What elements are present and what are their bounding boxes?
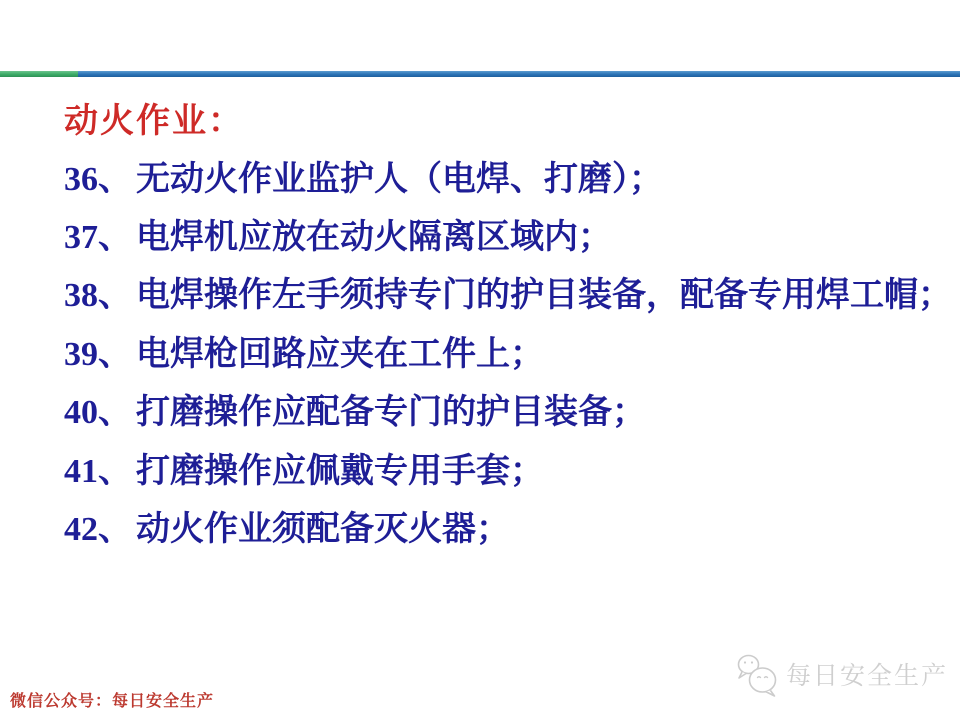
- item-text: 电焊机应放在动火隔离区域内；: [136, 219, 612, 257]
- item-number: 37、: [64, 219, 132, 257]
- list-item: [64, 146, 934, 204]
- item-text: 无动火作业监护人（电焊、打磨）；: [136, 160, 663, 198]
- item-text: 电焊操作左手须持专门的护目装备，配备专用焊工帽；: [136, 277, 952, 315]
- list-item: [64, 204, 934, 262]
- item-text: 打磨操作应配备专门的护目装备；: [136, 394, 646, 432]
- list-item: [64, 496, 934, 554]
- page-title: 动火作业：: [64, 102, 244, 140]
- list-item: [64, 263, 952, 321]
- item-number: 41、: [64, 452, 132, 490]
- list-item: [64, 380, 934, 438]
- item-number: 36、: [64, 160, 132, 198]
- item-number: 40、: [64, 394, 132, 432]
- watermark-text: 每日安全生产: [786, 662, 949, 690]
- item-text: 电焊枪回路应夹在工件上；: [136, 335, 544, 373]
- divider-blue-segment: [78, 71, 960, 77]
- wechat-icon: [734, 651, 780, 697]
- item-number: 39、: [64, 335, 132, 373]
- item-number: 38、: [64, 277, 132, 315]
- wechat-account-label: 微信公众号：每日安全生产: [10, 693, 215, 710]
- top-divider: [0, 71, 960, 77]
- item-text: 打磨操作应佩戴专用手套；: [136, 452, 544, 490]
- item-number: 42、: [64, 511, 132, 549]
- item-text: 动火作业须配备灭火器；: [136, 511, 510, 549]
- list-item: [64, 321, 934, 379]
- list-item: [64, 438, 934, 496]
- watermark: [734, 650, 948, 698]
- checklist: [64, 146, 952, 555]
- divider-green-segment: [0, 71, 78, 77]
